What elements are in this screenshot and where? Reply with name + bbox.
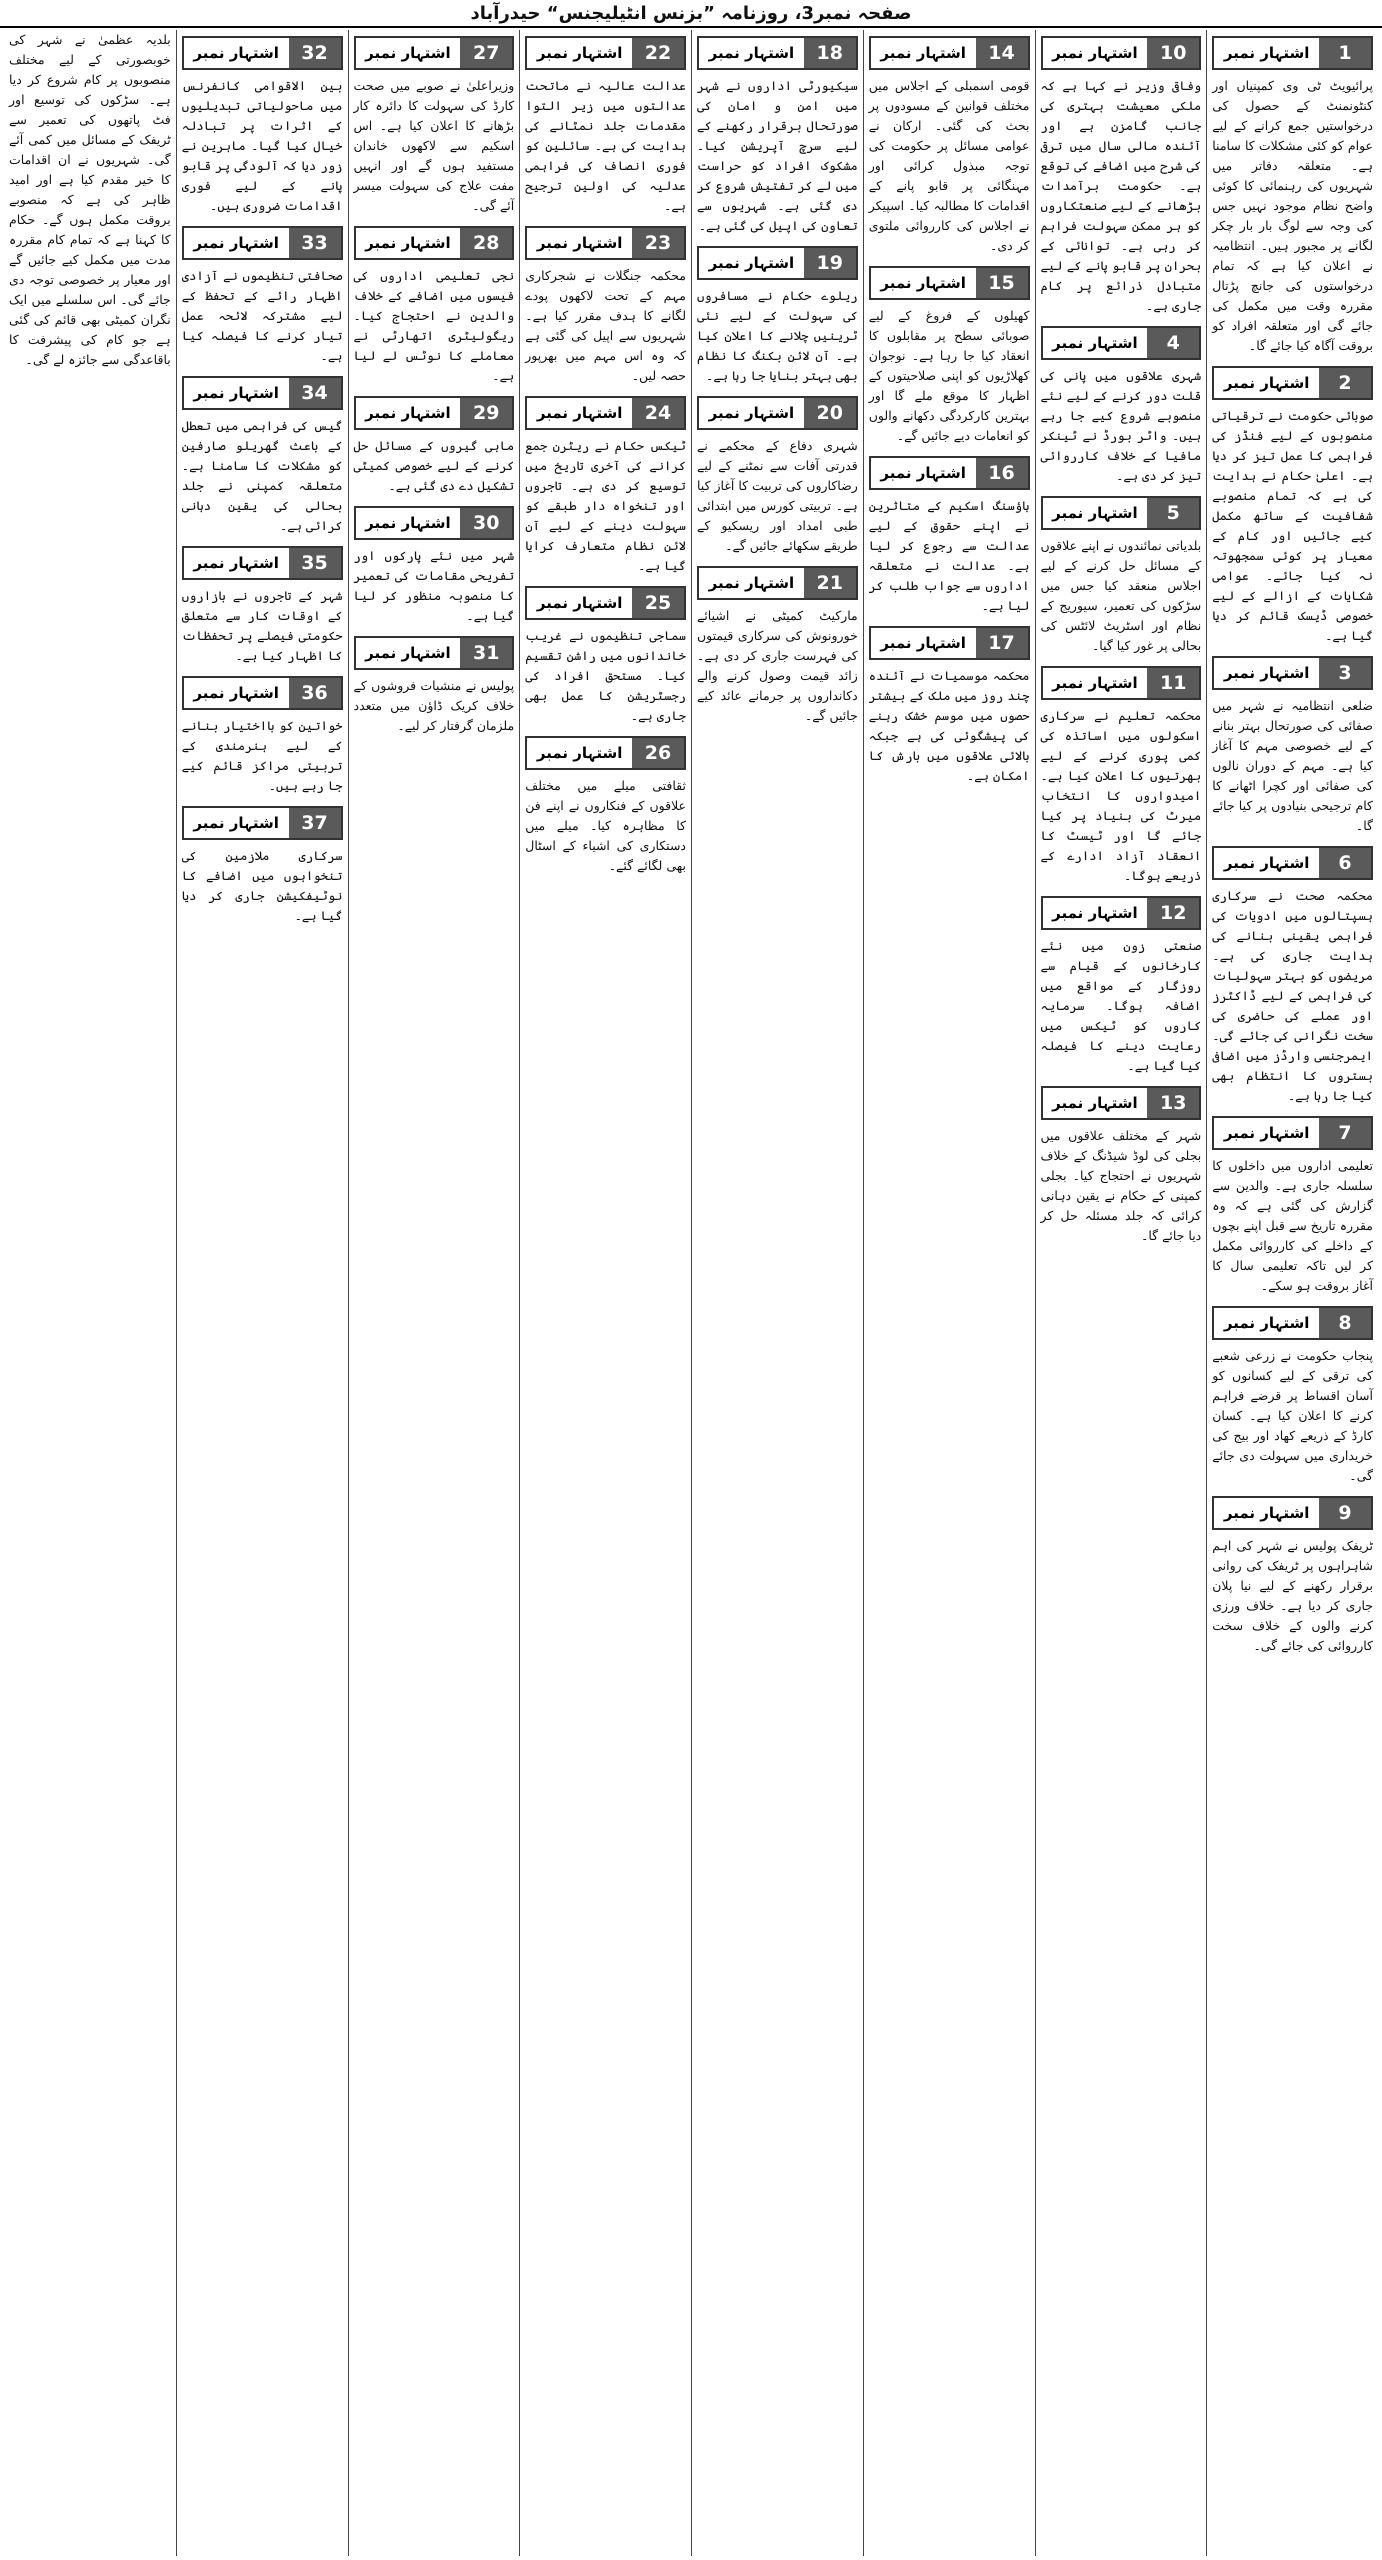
classified-item — [525, 226, 686, 386]
item-tag: اشتہار نمبر — [1214, 848, 1319, 878]
item-tag: اشتہار نمبر — [1214, 1118, 1319, 1148]
item-number: 18 — [804, 38, 856, 68]
item-body: ٹریفک پولیس نے شہر کی اہم شاہراہوں پر ٹریفک کی روانی برقرار رکھنے کے لیے نیا پلان جاری کر دیا ہے۔ خلاف ورزی کرنے والوں کے خلاف سخت کارروائی کی جائے گی۔ — [1212, 1538, 1373, 1653]
item-number: 1 — [1319, 38, 1371, 68]
item-tag: اشتہار نمبر — [699, 568, 804, 598]
classified-item — [1041, 326, 1202, 486]
item-body: خواتین کو بااختیار بنانے کے لیے ہنرمندی کے تربیتی مراکز قائم کیے جا رہے ہیں۔ — [181, 718, 343, 793]
item-body: مارکیٹ کمیٹی نے اشیائے خورونوش کی سرکاری قیمتوں کی فہرست جاری کر دی ہے۔ زائد قیمت وصول کرنے والے دکانداروں پر جرمانے عائد کیے جائیں گے۔ — [697, 608, 858, 723]
item-header — [1041, 36, 1202, 70]
item-tag: اشتہار نمبر — [699, 398, 804, 428]
news-column — [863, 30, 1035, 2556]
item-number: 21 — [804, 568, 856, 598]
item-number: 24 — [632, 398, 684, 428]
item-number: 6 — [1319, 848, 1371, 878]
item-number: 30 — [460, 508, 512, 538]
item-body: ثقافتی میلے میں مختلف علاقوں کے فنکاروں نے اپنے فن کا مظاہرہ کیا۔ میلے میں دستکاری کی اشیاء کے اسٹال بھی لگائے گئے۔ — [525, 778, 686, 873]
item-body: ٹیکس حکام نے ریٹرن جمع کرانے کی آخری تاریخ میں توسیع کر دی ہے۔ تاجروں اور تنخواہ دار طبقے کو سہولت دینے کے لیے آن لائن نظام متعارف کرایا گیا ہے۔ — [525, 438, 686, 573]
item-header — [354, 636, 515, 670]
item-number: 31 — [460, 638, 512, 668]
item-body: صنعتی زون میں نئے کارخانوں کے قیام سے روزگار کے مواقع میں اضافہ ہوگا۔ سرمایہ کاروں کو ٹیکس میں رعایت دینے کا فیصلہ کیا گیا ہے۔ — [1040, 938, 1202, 1073]
item-header — [182, 676, 343, 710]
item-number: 12 — [1147, 898, 1199, 928]
item-number: 7 — [1319, 1118, 1371, 1148]
item-number: 17 — [976, 628, 1028, 658]
item-header — [354, 36, 515, 70]
item-body: عدالت عالیہ نے ماتحت عدالتوں میں زیر التوا مقدمات جلد نمٹانے کی ہدایت کی ہے۔ سائلین کو فوری انصاف کی فراہمی عدلیہ کی اولین ترجیح ہے۔ — [525, 78, 686, 213]
item-number: 29 — [460, 398, 512, 428]
item-number: 15 — [976, 268, 1028, 298]
news-column — [1206, 30, 1378, 2556]
classified-item — [525, 736, 686, 876]
classified-item — [182, 676, 343, 796]
item-number: 37 — [289, 808, 341, 838]
item-number: 14 — [976, 38, 1028, 68]
item-tag: اشتہار نمبر — [184, 678, 289, 708]
item-body: شہر میں نئے پارکوں اور تفریحی مقامات کی تعمیر کا منصوبہ منظور کر لیا گیا ہے۔ — [353, 548, 515, 623]
classified-item — [182, 36, 343, 216]
item-body: کھیلوں کے فروغ کے لیے صوبائی سطح پر مقابلوں کا انعقاد کیا جا رہا ہے۔ نوجوان کھلاڑیوں کو اپنی صلاحیتوں کے اظہار کا موقع ملے گا اور بہترین کارکردگی دکھانے والوں کو انعامات دیے جائیں گے۔ — [868, 308, 1030, 443]
item-body: ماہی گیروں کے مسائل حل کرنے کے لیے خصوصی کمیٹی تشکیل دے دی گئی ہے۔ — [353, 438, 515, 493]
classified-item — [1212, 1116, 1373, 1296]
item-body: وفاقی وزیر نے کہا ہے کہ ملکی معیشت بہتری کی جانب گامزن ہے اور آئندہ مالی سال میں ترقی کی شرح میں اضافے کی توقع ہے۔ حکومت برآمدات بڑھانے کے لیے صنعتکاروں کو ہر ممکن سہولت فراہم کر رہی ہے۔ توانائی کے بحران پر قابو پانے کے لیے متبادل ذرائع پر کام جاری ہے۔ — [1040, 78, 1202, 313]
item-header — [869, 626, 1030, 660]
item-tag: اشتہار نمبر — [871, 38, 976, 68]
item-tag: اشتہار نمبر — [356, 38, 461, 68]
classified-item — [869, 456, 1030, 616]
news-columns — [4, 30, 1378, 2556]
item-header — [1212, 656, 1373, 690]
item-header — [1041, 496, 1202, 530]
classified-item — [1041, 1086, 1202, 1246]
item-header — [869, 36, 1030, 70]
classified-item — [1041, 36, 1202, 316]
item-number: 2 — [1319, 368, 1371, 398]
item-body: سرکاری ملازمین کی تنخواہوں میں اضافے کا نوٹیفکیشن جاری کر دیا گیا ہے۔ — [181, 848, 343, 923]
classified-item — [1212, 36, 1373, 356]
item-number: 35 — [289, 548, 341, 578]
item-body: محکمہ موسمیات نے آئندہ چند روز میں ملک کے بیشتر حصوں میں موسم خشک رہنے کی پیشگوئی کی ہے جبکہ بالائی علاقوں میں بارش کا امکان ہے۔ — [868, 668, 1030, 783]
classified-item — [1041, 666, 1202, 886]
item-body: محکمہ جنگلات نے شجرکاری مہم کے تحت لاکھوں پودے لگانے کا ہدف مقرر کیا ہے۔ شہریوں سے اپیل کی گئی ہے کہ وہ اس مہم میں بھرپور حصہ لیں۔ — [525, 268, 686, 383]
item-tag: اشتہار نمبر — [1043, 38, 1148, 68]
item-header — [525, 736, 686, 770]
classified-item — [354, 226, 515, 386]
item-body: شہر کے تاجروں نے بازاروں کے اوقات کار سے متعلق حکومتی فیصلے پر تحفظات کا اظہار کیا ہے۔ — [181, 588, 343, 663]
classified-item — [697, 36, 858, 236]
classified-item — [182, 226, 343, 366]
item-body: بین الاقوامی کانفرنس میں ماحولیاتی تبدیلیوں کے اثرات پر تبادلہ خیال کیا گیا۔ ماہرین نے زور دیا کہ آلودگی پر قابو پانے کے لیے فوری اقدامات ضروری ہیں۔ — [181, 78, 343, 213]
item-body: شہری علاقوں میں پانی کی قلت دور کرنے کے لیے نئے منصوبے شروع کیے جا رہے ہیں۔ واٹر بورڈ نے ٹینکر مافیا کے خلاف کارروائی تیز کر دی ہے۔ — [1040, 368, 1202, 483]
item-number: 10 — [1147, 38, 1199, 68]
item-number: 5 — [1147, 498, 1199, 528]
item-header — [182, 226, 343, 260]
item-tag: اشتہار نمبر — [1214, 38, 1319, 68]
item-header — [182, 806, 343, 840]
item-number: 4 — [1147, 328, 1199, 358]
news-column — [691, 30, 863, 2556]
item-header — [1212, 846, 1373, 880]
item-number: 13 — [1147, 1088, 1199, 1118]
item-body: پنجاب حکومت نے زرعی شعبے کی ترقی کے لیے کسانوں کو آسان اقساط پر قرضے فراہم کرنے کا اعلان کیا ہے۔ کسان کارڈ کے ذریعے کھاد اور بیج کی خریداری میں سہولت دی جائے گی۔ — [1212, 1348, 1373, 1483]
classified-item — [697, 246, 858, 386]
news-column — [348, 30, 520, 2556]
item-body: شہر کے مختلف علاقوں میں بجلی کی لوڈ شیڈنگ کے خلاف شہریوں نے احتجاج کیا۔ بجلی کمپنی کے حکام نے یقین دہانی کرائی کہ جلد مسئلہ حل کر دیا جائے گا۔ — [1040, 1128, 1202, 1243]
item-body: پرائیویٹ ٹی وی کمپنیاں اور کنٹونمنٹ کے حصول کی درخواستیں جمع کرانے کے لیے عوام کو کئی مشکلات کا سامنا ہے۔ متعلقہ دفاتر میں شہریوں کی رہنمائی کا کوئی واضح نظام موجود نہیں جس کی وجہ سے لوگ بار بار چکر لگانے پر مجبور ہیں۔ انتظامیہ نے اعلان کیا ہے کہ تمام درخواستوں کی جانچ پڑتال مقررہ وقت میں مکمل کی جائے گی اور متعلقہ افراد کو بروقت آگاہ کیا جائے گا۔ — [1212, 78, 1373, 353]
item-header — [1041, 896, 1202, 930]
item-tag: اشتہار نمبر — [527, 738, 632, 768]
item-tag: اشتہار نمبر — [184, 228, 289, 258]
item-header — [525, 36, 686, 70]
item-number: 25 — [632, 588, 684, 618]
item-body: تعلیمی اداروں میں داخلوں کا سلسلہ جاری ہے۔ والدین سے گزارش کی گئی ہے کہ وہ مقررہ تاریخ سے قبل اپنے بچوں کے داخلے کی کارروائی مکمل کر لیں تاکہ تعلیمی سال کا آغاز بروقت ہو سکے۔ — [1212, 1158, 1373, 1293]
item-tag: اشتہار نمبر — [699, 38, 804, 68]
item-tag: اشتہار نمبر — [1214, 1308, 1319, 1338]
item-header — [182, 36, 343, 70]
item-header — [869, 456, 1030, 490]
item-header — [354, 506, 515, 540]
item-body: محکمہ صحت نے سرکاری ہسپتالوں میں ادویات کی فراہمی یقینی بنانے کی ہدایت جاری کی ہے۔ مریضوں کو بہتر سہولیات کی فراہمی کے لیے ڈاکٹرز اور عملے کی حاضری کی سخت نگرانی کی جائے گی۔ ایمرجنسی وارڈز میں اضافی بستروں کا انتظام بھی کیا جا رہا ہے۔ — [1212, 888, 1373, 1103]
classified-item — [1212, 366, 1373, 646]
item-tag: اشتہار نمبر — [1043, 898, 1148, 928]
item-tag: اشتہار نمبر — [527, 588, 632, 618]
item-tag: اشتہار نمبر — [184, 38, 289, 68]
item-number: 28 — [460, 228, 512, 258]
item-body: ضلعی انتظامیہ نے شہر میں صفائی کی صورتحال بہتر بنانے کے لیے خصوصی مہم کا آغاز کیا ہے۔ مہم کے دوران نالوں کی صفائی اور کچرا اٹھانے کا کام ترجیحی بنیادوں پر کیا جائے گا۔ — [1212, 698, 1373, 833]
item-header — [182, 376, 343, 410]
classified-item — [9, 30, 171, 370]
classified-item — [525, 396, 686, 576]
item-number: 11 — [1147, 668, 1199, 698]
item-header — [1212, 1496, 1373, 1530]
classified-item — [1041, 896, 1202, 1076]
item-number: 9 — [1319, 1498, 1371, 1528]
classified-item — [1041, 496, 1202, 656]
item-header — [354, 226, 515, 260]
item-tag: اشتہار نمبر — [356, 228, 461, 258]
item-body: بلدیہ عظمیٰ نے شہر کی خوبصورتی کے لیے مختلف منصوبوں پر کام شروع کر دیا ہے۔ سڑکوں کی توسیع اور فٹ پاتھوں کی تعمیر سے ٹریفک کے مسائل میں کمی آئے گی۔ شہریوں نے ان اقدامات کا خیر مقدم کیا ہے اور امید ظاہر کی ہے کہ منصوبے بروقت مکمل ہوں گے۔ حکام کا کہنا ہے کہ تمام کام مقررہ مدت میں مکمل کیے جائیں گے اور معیار پر خصوصی توجہ دی جائے گی۔ اس سلسلے میں ایک نگران کمیٹی بھی قائم کی گئی ہے جو کام کی پیشرفت کا باقاعدگی سے جائزہ لے گی۔ — [9, 32, 171, 367]
item-number: 20 — [804, 398, 856, 428]
item-tag: اشتہار نمبر — [356, 638, 461, 668]
classified-item — [869, 266, 1030, 446]
masthead-title: صفحہ نمبر3، روزنامہ ”بزنس انٹیلیجنس“ حیدرآباد — [470, 2, 912, 24]
item-number: 34 — [289, 378, 341, 408]
classified-item — [697, 566, 858, 726]
item-header — [1212, 1306, 1373, 1340]
classified-item — [354, 636, 515, 736]
item-number: 23 — [632, 228, 684, 258]
item-header — [182, 546, 343, 580]
item-tag: اشتہار نمبر — [1043, 668, 1148, 698]
item-tag: اشتہار نمبر — [871, 458, 976, 488]
item-tag: اشتہار نمبر — [184, 548, 289, 578]
item-tag: اشتہار نمبر — [527, 398, 632, 428]
news-column — [519, 30, 691, 2556]
classified-item — [354, 36, 515, 216]
item-body: قومی اسمبلی کے اجلاس میں مختلف قوانین کے مسودوں پر بحث کی گئی۔ ارکان نے عوامی مسائل پر حکومت کی توجہ مبذول کرائی اور مہنگائی پر قابو پانے کے اقدامات کا مطالبہ کیا۔ اسپیکر نے اجلاس کی کارروائی ملتوی کر دی۔ — [868, 78, 1030, 253]
classified-item — [182, 546, 343, 666]
classified-item — [1212, 1306, 1373, 1486]
item-tag: اشتہار نمبر — [699, 248, 804, 278]
item-number: 27 — [460, 38, 512, 68]
classified-item — [182, 376, 343, 536]
item-header — [697, 566, 858, 600]
item-tag: اشتہار نمبر — [1043, 1088, 1148, 1118]
item-body: سیکیورٹی اداروں نے شہر میں امن و امان کی صورتحال برقرار رکھنے کے لیے سرچ آپریشن کیا۔ مشکوک افراد کو حراست میں لے کر تفتیش شروع کر دی گئی ہے۔ شہریوں سے تعاون کی اپیل کی گئی ہے۔ — [697, 78, 858, 233]
item-tag: اشتہار نمبر — [527, 38, 632, 68]
item-tag: اشتہار نمبر — [184, 808, 289, 838]
classified-item — [869, 626, 1030, 786]
item-body: سماجی تنظیموں نے غریب خاندانوں میں راشن تقسیم کیا۔ مستحق افراد کی رجسٹریشن کا عمل بھی جاری ہے۔ — [525, 628, 686, 723]
news-column — [176, 30, 348, 2556]
item-number: 22 — [632, 38, 684, 68]
item-number: 26 — [632, 738, 684, 768]
classified-item — [697, 396, 858, 556]
item-header — [525, 586, 686, 620]
item-tag: اشتہار نمبر — [1214, 368, 1319, 398]
item-header — [1041, 326, 1202, 360]
item-tag: اشتہار نمبر — [1043, 498, 1148, 528]
item-number: 16 — [976, 458, 1028, 488]
item-header — [354, 396, 515, 430]
item-tag: اشتہار نمبر — [356, 398, 461, 428]
item-number: 36 — [289, 678, 341, 708]
item-body: نجی تعلیمی اداروں کی فیسوں میں اضافے کے خلاف والدین نے احتجاج کیا۔ ریگولیٹری اتھارٹی نے معاملے کا نوٹس لے لیا ہے۔ — [353, 268, 515, 383]
item-tag: اشتہار نمبر — [1043, 328, 1148, 358]
page-masthead — [0, 0, 1382, 28]
item-header — [697, 396, 858, 430]
item-body: صحافتی تنظیموں نے آزادی اظہار رائے کے تحفظ کے لیے مشترکہ لائحہ عمل تیار کرنے کا فیصلہ کیا ہے۔ — [181, 268, 343, 363]
item-tag: اشتہار نمبر — [871, 628, 976, 658]
item-number: 3 — [1319, 658, 1371, 688]
item-body: ہاؤسنگ اسکیم کے متاثرین نے اپنے حقوق کے لیے عدالت سے رجوع کر لیا ہے۔ عدالت نے متعلقہ اداروں سے جواب طلب کر لیا ہے۔ — [868, 498, 1030, 613]
classified-item — [354, 396, 515, 496]
item-header — [525, 226, 686, 260]
item-number: 8 — [1319, 1308, 1371, 1338]
item-tag: اشتہار نمبر — [527, 228, 632, 258]
item-header — [869, 266, 1030, 300]
item-header — [525, 396, 686, 430]
item-tag: اشتہار نمبر — [1214, 1498, 1319, 1528]
classified-item — [182, 806, 343, 926]
classified-item — [1212, 656, 1373, 836]
item-number: 32 — [289, 38, 341, 68]
item-body: شہری دفاع کے محکمے نے قدرتی آفات سے نمٹنے کے لیے رضاکاروں کی تربیت کا آغاز کیا ہے۔ تربیتی کورس میں ابتدائی طبی امداد اور ریسکیو کے طریقے سکھائے جائیں گے۔ — [696, 438, 858, 553]
classified-item — [525, 586, 686, 726]
item-header — [697, 246, 858, 280]
item-body: صوبائی حکومت نے ترقیاتی منصوبوں کے لیے فنڈز کی فراہمی کا عمل تیز کر دیا ہے۔ اعلیٰ حکام نے ہدایت کی ہے کہ تمام منصوبے شفافیت کے ساتھ مکمل کیے جائیں اور کام کے معیار پر کوئی سمجھوتہ نہ کیا جائے۔ عوامی شکایات کے ازالے کے لیے خصوصی ڈیسک قائم کر دیا گیا ہے۔ — [1212, 408, 1373, 643]
item-header — [1041, 666, 1202, 700]
item-tag: اشتہار نمبر — [871, 268, 976, 298]
classified-item — [869, 36, 1030, 256]
item-body: پولیس نے منشیات فروشوں کے خلاف کریک ڈاؤن میں متعدد ملزمان گرفتار کر لیے۔ — [353, 678, 515, 733]
item-body: گیس کی فراہمی میں تعطل کے باعث گھریلو صارفین کو مشکلات کا سامنا ہے۔ متعلقہ کمپنی نے جلد بحالی کی یقین دہانی کرائی ہے۔ — [181, 418, 343, 533]
news-column — [4, 30, 176, 2556]
news-column — [1035, 30, 1207, 2556]
item-header — [697, 36, 858, 70]
item-header — [1212, 1116, 1373, 1150]
item-header — [1212, 366, 1373, 400]
item-body: بلدیاتی نمائندوں نے اپنے علاقوں کے مسائل حل کرنے کے لیے اجلاس منعقد کیا جس میں سڑکوں کی تعمیر، سیوریج کے نظام اور اسٹریٹ لائٹس کی بحالی پر غور کیا گیا۔ — [1040, 538, 1202, 653]
item-tag: اشتہار نمبر — [356, 508, 461, 538]
classified-item — [1212, 846, 1373, 1106]
item-tag: اشتہار نمبر — [1214, 658, 1319, 688]
classified-item — [1212, 1496, 1373, 1656]
classified-item — [525, 36, 686, 216]
item-number: 19 — [804, 248, 856, 278]
item-header — [1212, 36, 1373, 70]
item-header — [1041, 1086, 1202, 1120]
item-tag: اشتہار نمبر — [184, 378, 289, 408]
item-body: محکمہ تعلیم نے سرکاری اسکولوں میں اساتذہ کی کمی پوری کرنے کے لیے بھرتیوں کا اعلان کیا ہے۔ امیدواروں کا انتخاب میرٹ کی بنیاد پر کیا جائے گا اور ٹیسٹ کا انعقاد آزاد ادارے کے ذریعے ہوگا۔ — [1040, 708, 1202, 883]
classified-item — [354, 506, 515, 626]
item-body: ریلوے حکام نے مسافروں کی سہولت کے لیے نئی ٹرینیں چلانے کا اعلان کیا ہے۔ آن لائن بکنگ کا نظام بھی بہتر بنایا جا رہا ہے۔ — [697, 288, 858, 383]
item-number: 33 — [289, 228, 341, 258]
item-body: وزیراعلیٰ نے صوبے میں صحت کارڈ کی سہولت کا دائرہ کار بڑھانے کا اعلان کیا ہے۔ اس اسکیم سے لاکھوں خاندان مستفید ہوں گے اور انہیں مفت علاج کی سہولت میسر آئے گی۔ — [353, 78, 515, 213]
